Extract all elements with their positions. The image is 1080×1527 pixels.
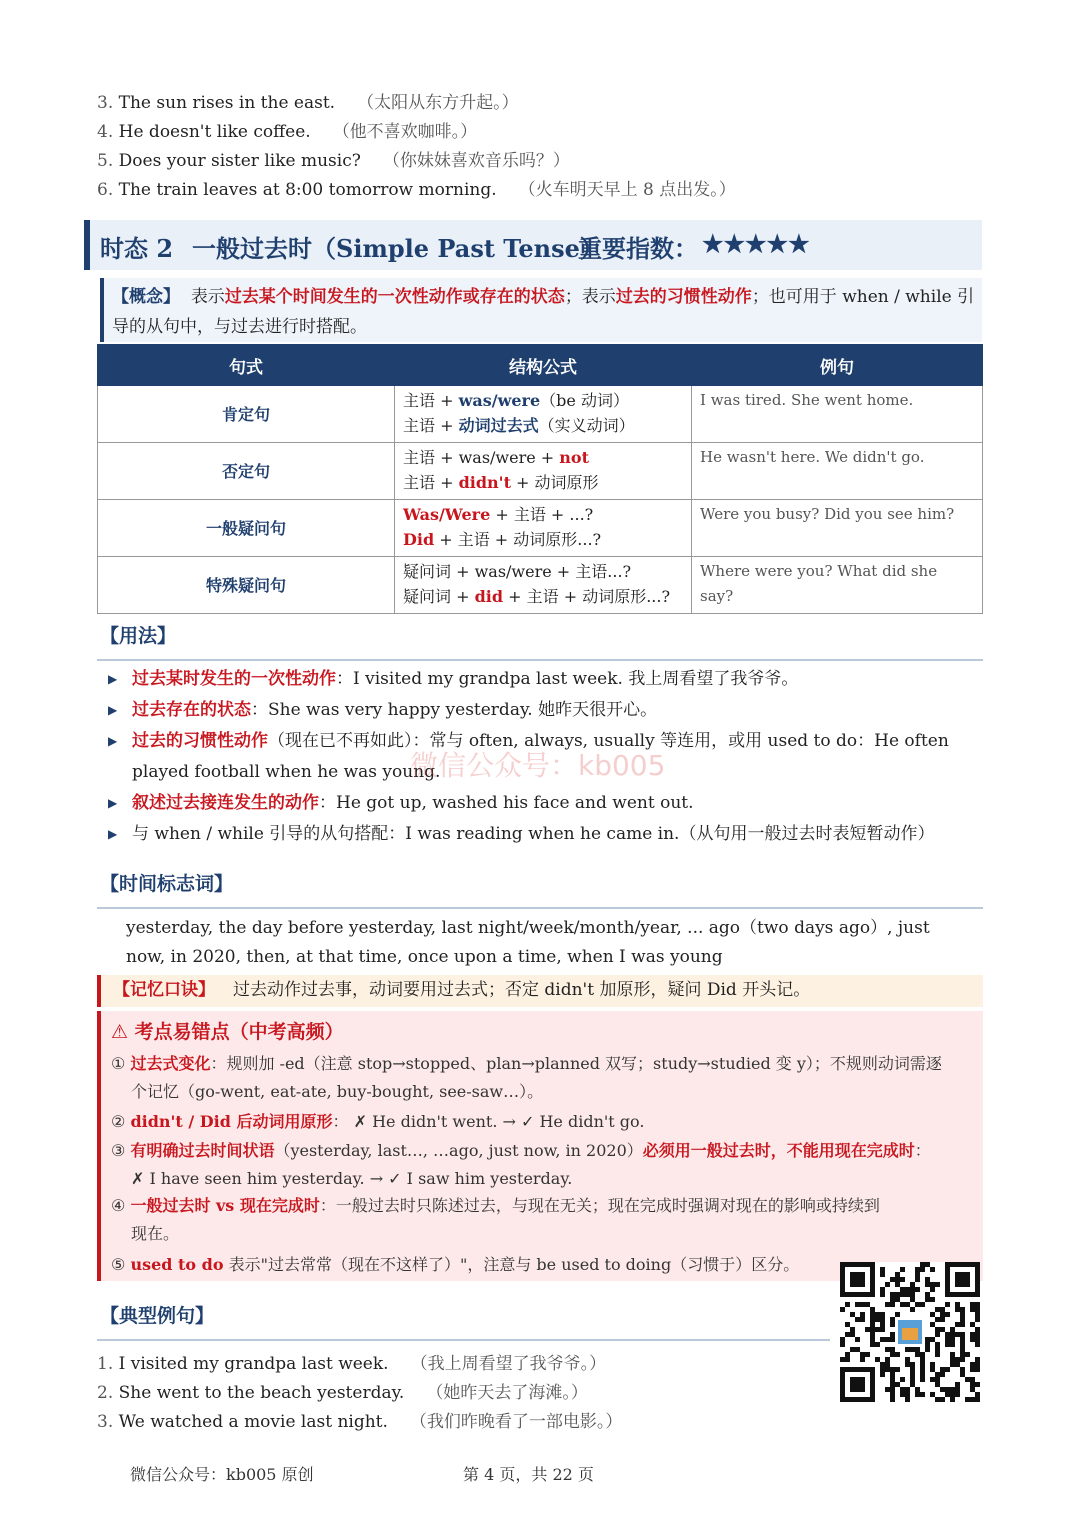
usage-list: ▶ 过去某时发生的一次性动作：I visited my grandpa last week. 我上周看望了我爷爷。 ▶ 过去存在的状态：She was very happy yesterday. 她昨天很开心。 ▶ 过去的习惯性动作（现在已不再如此）：常与 often, always, usually 等连用，或用 used to do：He often played football when he was young. ▶ 叙述过去接连发生的动作：He got up, washed his face and went out. ▶ 与 when / while 引导的从句搭配：I was reading when he came in.（从句用一般过去时表短暂动作）: [108, 669, 949, 844]
table-header: 句式: [98, 345, 395, 386]
error-item-cont: ✗ I have seen him yesterday. → ✓ I saw him yesterday.: [131, 1169, 573, 1188]
row-example: He wasn't here. We didn't go.: [692, 443, 983, 500]
example-line: 4. He doesn't like coffee. （他不喜欢咖啡。）: [97, 122, 478, 142]
example-line: 2. She went to the beach yesterday. （她昨天去了海滩。）: [97, 1383, 588, 1403]
footer-left: 微信公众号：kb005 原创: [130, 1465, 314, 1484]
page-number: 第 4 页，共 22 页: [463, 1465, 594, 1484]
divider: [97, 659, 983, 661]
table-row: [98, 443, 983, 500]
concept-box: 【概念】 表示过去某个时间发生的一次性动作或存在的状态；表示过去的习惯性动作；也可用于 when / while 引导的从句中，与过去进行时搭配。: [100, 278, 982, 342]
example-line: 5. Does your sister like music? （你妹妹喜欢音乐吗？）: [97, 151, 570, 171]
row-formula: 主语 + was/were + not 主语 + didn't + 动词原形: [395, 443, 692, 500]
example-line: 6. The train leaves at 8:00 tomorrow morning. （火车明天早上 8 点出发。）: [97, 180, 736, 200]
row-formula: 疑问词 + was/were + 主语...? 疑问词 + did + 主语 + 动词原形...?: [395, 557, 692, 614]
row-type: 肯定句: [98, 386, 395, 443]
error-item-cont: 现在。: [131, 1224, 180, 1243]
importance-label: 重要指数：: [578, 234, 698, 263]
example-line: 1. I visited my grandpa last week. （我上周看望了我爷爷。）: [97, 1354, 607, 1374]
example-line: 3. The sun rises in the east. （太阳从东方升起。）: [97, 93, 519, 113]
errors-title: ⚠ 考点易错点（中考高频）: [111, 1021, 344, 1043]
row-type: 否定句: [98, 443, 395, 500]
table-row: [98, 557, 983, 614]
row-example: Where were you? What did she say?: [692, 557, 983, 614]
row-example: Were you busy? Did you see him?: [692, 500, 983, 557]
row-type: 一般疑问句: [98, 500, 395, 557]
row-type: 特殊疑问句: [98, 557, 395, 614]
errors-box: [97, 1011, 983, 1281]
watermark: 微信公众号：kb005: [410, 749, 666, 782]
time-words-text: yesterday, the day before yesterday, last night/week/month/year, ... ago（two days ago）, just now, in 2020, then, at that time, once upon a time, when I was young: [126, 918, 930, 967]
typical-title: 【典型例句】: [100, 1305, 215, 1327]
divider: [97, 1339, 830, 1341]
table-header: 结构公式: [395, 345, 692, 386]
memo-label: 【记忆口诀】: [113, 980, 215, 1000]
error-item: ⑤ used to do 表示"过去常常（现在不这样了）"，注意与 be used to doing（习惯于）区分。: [111, 1255, 800, 1274]
table-header: 例句: [692, 345, 983, 386]
importance-stars: ★★★★★: [702, 229, 810, 258]
table-row: [98, 500, 983, 557]
row-formula: Was/Were + 主语 + ...? Did + 主语 + 动词原形...?: [395, 500, 692, 557]
section-title: 一般过去时（Simple Past Tense）: [192, 234, 604, 263]
qr-code-icon: [840, 1262, 980, 1402]
grammar-table: [97, 344, 983, 614]
time-words-title: 【时间标志词】: [100, 873, 234, 895]
error-item: ② didn't / Did 后动词用原形： ✗ He didn't went. → ✓ He didn't go.: [111, 1112, 645, 1131]
memo-box: [97, 975, 983, 1007]
section-header: [84, 220, 982, 270]
error-item-cont: 个记忆（go-went, eat-ate, buy-bought, see-saw…）。: [131, 1082, 544, 1101]
error-item: ④ 一般过去时 vs 现在完成时：一般过去时只陈述过去，与现在无关；现在完成时强调对现在的影响或持续到: [111, 1196, 880, 1215]
table-row: [98, 386, 983, 443]
row-formula: 主语 + was/were（be 动词） 主语 + 动词过去式（实义动词）: [395, 386, 692, 443]
error-item: ③ 有明确过去时间状语（yesterday, last…, …ago, just now, in 2020）必须用一般过去时，不能用现在完成时：: [111, 1141, 931, 1160]
divider: [97, 907, 983, 909]
error-item: ① 过去式变化：规则加 -ed（注意 stop→stopped、plan→planned 双写；study→studied 变 y）；不规则动词需逐: [111, 1054, 942, 1073]
row-example: I was tired. She went home.: [692, 386, 983, 443]
section-label: 时态 2: [100, 234, 174, 263]
memo-text: 过去动作过去事，动词要用过去式；否定 didn't 加原形，疑问 Did 开头记。: [233, 980, 811, 1000]
usage-title: 【用法】: [100, 625, 177, 647]
example-line: 3. We watched a movie last night. （我们昨晚看了一部电影。）: [97, 1412, 623, 1432]
